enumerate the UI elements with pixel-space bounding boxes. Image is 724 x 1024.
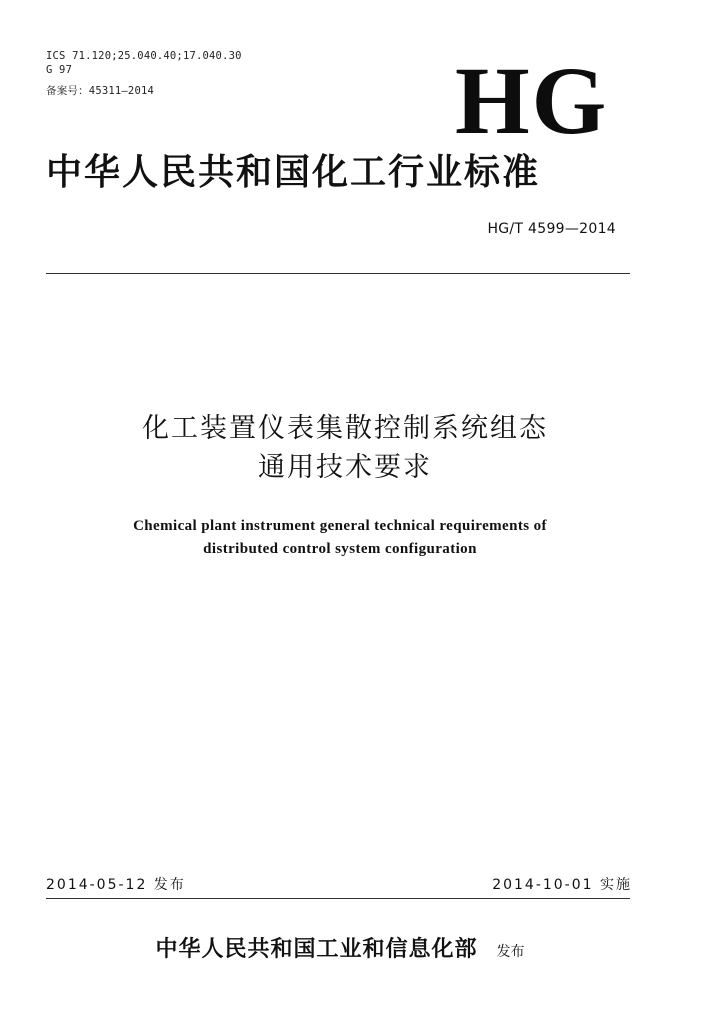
- record-number: 备案号：45311—2014: [46, 85, 155, 97]
- ics-code: ICS 71.120;25.040.40;17.040.30: [46, 50, 242, 62]
- title-en-line2: distributed control system configuration: [203, 541, 477, 557]
- header-divider: [46, 273, 630, 274]
- title-en-line1: Chemical plant instrument general technical requirements of: [133, 518, 547, 534]
- title-cn-line2: 通用技术要求: [258, 452, 432, 483]
- footer-divider: [46, 898, 630, 899]
- issuer-name: 中华人民共和国工业和信息化部: [155, 936, 478, 962]
- standard-number: HG/T 4599—2014: [487, 221, 616, 237]
- issuer-action: 发布: [496, 944, 525, 960]
- release-date: 2014-05-12 发布: [46, 877, 186, 893]
- title-cn-line1: 化工装置仪表集散控制系统组态: [142, 413, 548, 444]
- issuer: [0, 932, 680, 963]
- implementation-date: 2014-10-01 实施: [492, 877, 632, 893]
- standard-org-title: 中华人民共和国化工行业标准: [46, 151, 541, 193]
- classification-code: G 97: [46, 64, 73, 76]
- hg-logo: HG: [455, 47, 609, 154]
